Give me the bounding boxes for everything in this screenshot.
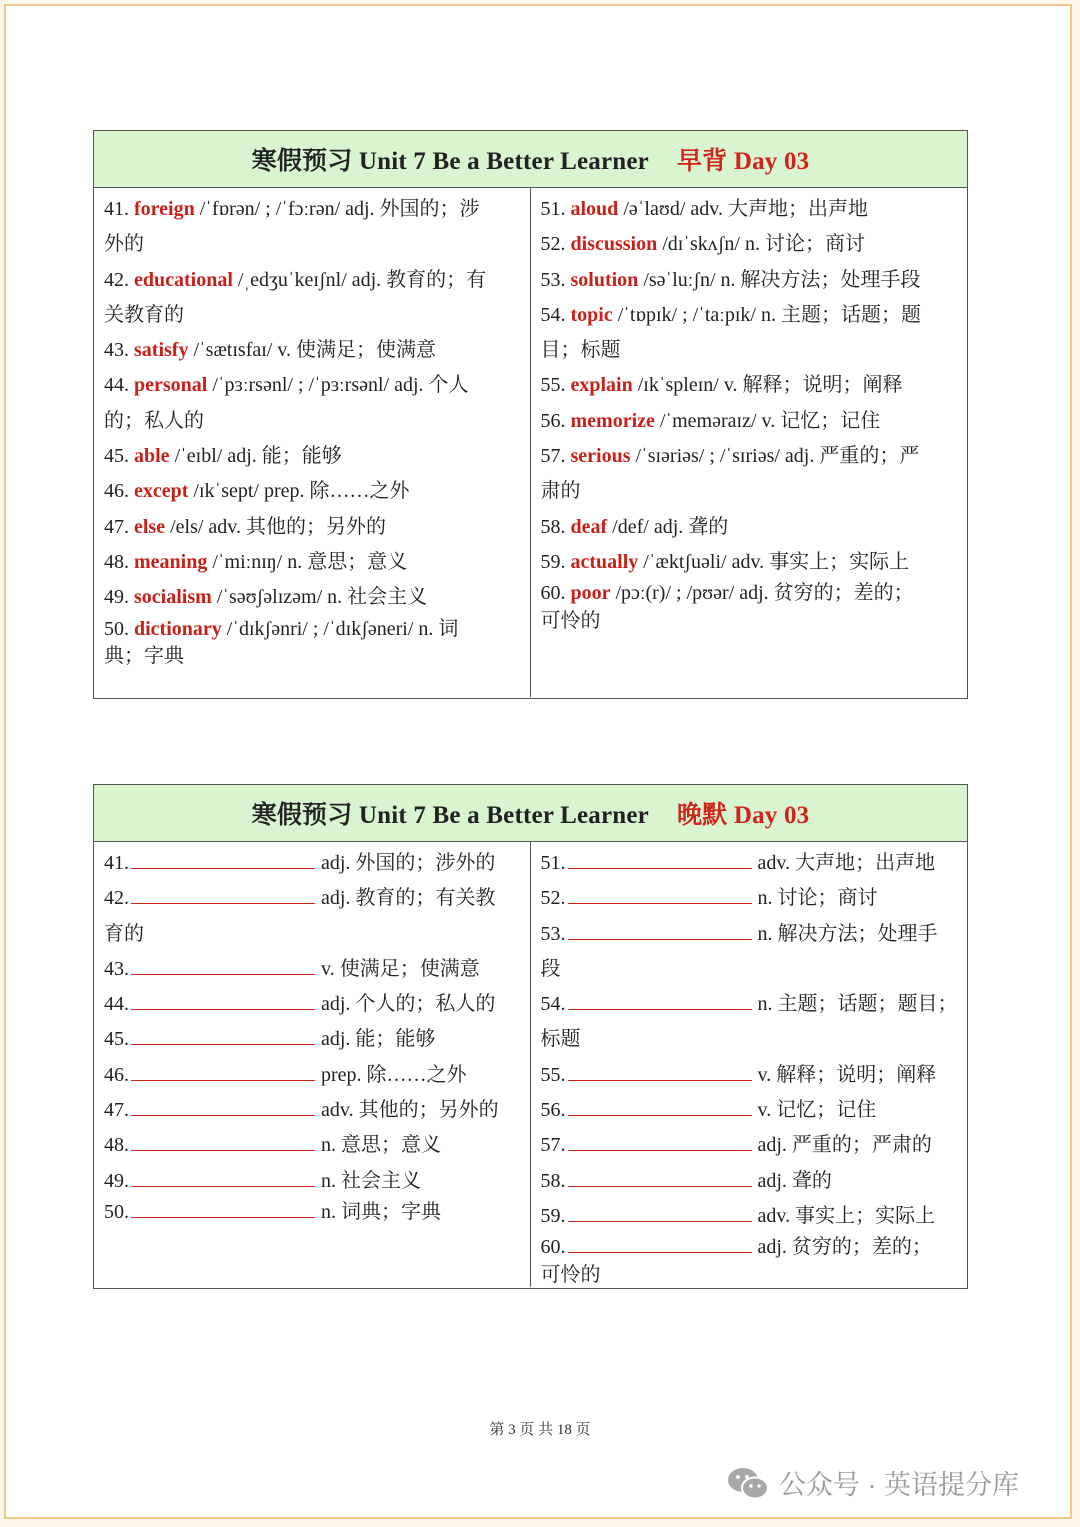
entry-number: 43. (104, 339, 129, 362)
entry-definition: /els/ adv. 其他的；另外的 (165, 515, 387, 538)
vocab-entry (541, 227, 958, 262)
vocab-entry (104, 263, 520, 298)
answer-blank[interactable] (131, 885, 315, 904)
entry-definition: /ˈsɪəriəs/ ; /ˈsɪriəs/ adj. 严重的；严 (630, 445, 920, 468)
vocab-word: personal (134, 374, 208, 397)
vocab-entry (541, 298, 958, 333)
vocab-entry (104, 192, 520, 227)
entry-number: 53. (540, 922, 566, 945)
dictation-entry (541, 1164, 958, 1199)
answer-blank[interactable] (568, 885, 752, 904)
vocab-word: topic (570, 303, 613, 326)
entry-definition: n. 社会主义 (321, 1169, 421, 1192)
entry-number: 49. (104, 586, 129, 609)
evening-header (94, 785, 967, 842)
evening-tag: 晚默 Day 03 (676, 802, 810, 829)
vocab-word: meaning (134, 550, 208, 573)
entry-definition: /ˈsætɪsfaɪ/ v. 使满足；使满意 (188, 339, 437, 362)
entry-number: 52. (540, 887, 566, 910)
entry-number: 43. (104, 957, 129, 980)
entry-number: 55. (540, 1063, 566, 1086)
entry-number: 53. (540, 268, 566, 291)
entry-definition: v. 记忆；记住 (757, 1099, 877, 1122)
vocab-word: poor (570, 582, 611, 605)
entry-definition: /ɪkˈsept/ prep. 除……之外 (188, 480, 410, 503)
vocab-entry (104, 510, 520, 545)
vocab-word: able (134, 445, 170, 468)
vocab-word: solution (570, 268, 639, 291)
vocab-word: satisfy (134, 339, 189, 362)
entry-continuation: 关教育的 (104, 303, 184, 326)
entry-continuation: 典；字典 (104, 645, 184, 668)
entry-definition: v. 使满足；使满意 (321, 957, 480, 980)
dictation-entry (541, 846, 958, 881)
answer-blank[interactable] (131, 1168, 315, 1187)
page-number: 第 3 页 共 18 页 (489, 1422, 591, 1438)
entry-number: 54. (540, 303, 566, 326)
entry-definition: /ˈtɒpɪk/ ; /ˈtaːpɪk/ n. 主题；话题；题 (612, 303, 921, 326)
entry-definition: /ɪkˈspleɪn/ v. 解释；说明；阐释 (632, 374, 903, 397)
entry-number: 59. (540, 550, 566, 573)
entry-continuation: 可怜的 (540, 1263, 601, 1286)
entry-definition: /ˈmeməraɪz/ v. 记忆；记住 (654, 409, 881, 432)
entry-continuation: 育的 (104, 922, 144, 945)
dictation-entry (104, 987, 520, 1022)
entry-definition: adv. 事实上；实际上 (757, 1204, 936, 1227)
entry-definition: /ˌedʒuˈkeɪʃnl/ adj. 教育的；有 (232, 268, 487, 291)
entry-continuation: 目；标题 (540, 339, 621, 362)
vocab-word: explain (570, 374, 633, 397)
entry-number: 49. (104, 1169, 129, 1192)
entry-definition: /ˈfɒrən/ ; /ˈfɔːrən/ adj. 外国的；涉 (194, 198, 480, 220)
entry-number: 59. (540, 1204, 566, 1227)
answer-blank[interactable] (131, 1199, 315, 1218)
entry-number: 56. (540, 409, 566, 432)
entry-number: 54. (540, 993, 566, 1016)
entry-definition: n. 主题；话题；题目； (757, 993, 958, 1016)
watermark (725, 1463, 1019, 1502)
answer-blank[interactable] (131, 991, 315, 1010)
entry-continuation: 的；私人的 (104, 409, 204, 432)
entry-number: 42. (104, 887, 129, 910)
entry-number: 51. (540, 852, 566, 874)
entry-definition: prep. 除……之外 (321, 1063, 467, 1086)
morning-vocab-table (93, 130, 968, 699)
vocab-word: else (134, 515, 166, 538)
vocab-entry (541, 404, 958, 439)
vocab-word: actually (570, 550, 639, 573)
morning-left-column (94, 188, 531, 697)
dictation-entry (541, 1093, 958, 1128)
answer-blank[interactable] (568, 850, 752, 869)
evening-right-column (531, 842, 968, 1287)
vocab-entry (541, 439, 958, 474)
entry-definition: /əˈlaʊd/ adv. 大声地；出声地 (618, 198, 868, 220)
entry-definition: n. 讨论；商讨 (757, 887, 878, 910)
dictation-entry (541, 987, 958, 1022)
answer-blank[interactable] (568, 921, 752, 940)
vocab-entry (541, 580, 958, 608)
answer-blank[interactable] (131, 956, 315, 975)
answer-blank[interactable] (568, 991, 752, 1010)
morning-title: 寒假预习 Unit 7 Be a Better Learner (251, 148, 649, 175)
vocab-entry (541, 545, 958, 580)
entry-number: 60. (540, 1236, 566, 1259)
wechat-icon (725, 1465, 771, 1501)
entry-number: 50. (104, 1200, 129, 1223)
entry-definition: adj. 聋的 (757, 1169, 832, 1192)
entry-definition: /ˈdɪkʃənri/ ; /ˈdɪkʃəneri/ n. 词 (221, 617, 459, 640)
vocab-entry (104, 439, 520, 474)
entry-number: 44. (104, 374, 129, 397)
dictation-entry (541, 1058, 958, 1093)
vocab-word: discussion (570, 233, 658, 256)
dictation-entry (104, 1199, 520, 1227)
entry-definition: adv. 其他的；另外的 (321, 1099, 499, 1122)
entry-definition: adj. 个人的；私人的 (321, 993, 496, 1016)
entry-number: 56. (540, 1099, 566, 1122)
entry-continuation: 可怜的 (540, 609, 601, 632)
answer-blank[interactable] (568, 1168, 752, 1187)
vocab-word: educational (134, 268, 233, 291)
answer-blank[interactable] (131, 1026, 315, 1045)
morning-tag: 早背 Day 03 (676, 148, 810, 175)
entry-number: 47. (104, 515, 129, 538)
entry-number: 57. (540, 1134, 566, 1157)
answer-blank[interactable] (568, 1132, 752, 1151)
entry-definition: /ˈæktʃuəli/ adv. 事实上；实际上 (638, 550, 910, 573)
watermark-text: 公众号 · 英语提分库 (779, 1470, 1019, 1500)
evening-title: 寒假预习 Unit 7 Be a Better Learner (251, 802, 649, 829)
entry-number: 58. (540, 515, 566, 538)
evening-dictation-table (93, 784, 968, 1289)
answer-blank[interactable] (131, 1132, 315, 1151)
vocab-entry (104, 545, 520, 580)
morning-right-column (531, 188, 968, 697)
entry-definition: adj. 外国的；涉外的 (321, 852, 496, 874)
dictation-entry (104, 1022, 520, 1057)
entry-continuation: 肃的 (540, 480, 581, 503)
answer-blank[interactable] (131, 1097, 315, 1116)
dictation-entry (541, 1199, 958, 1234)
entry-number: 48. (104, 550, 129, 573)
entry-continuation: 外的 (104, 233, 144, 256)
vocab-entry (541, 368, 958, 403)
entry-definition: v. 解释；说明；阐释 (757, 1063, 937, 1086)
entry-definition: n. 词典；字典 (321, 1200, 441, 1223)
vocab-entry (104, 616, 520, 644)
dictation-entry (541, 881, 958, 916)
answer-blank[interactable] (568, 1097, 752, 1116)
answer-blank[interactable] (131, 1062, 315, 1081)
entry-continuation: 段 (540, 957, 561, 980)
vocab-entry (104, 368, 520, 403)
entry-number: 47. (104, 1099, 129, 1122)
entry-number: 48. (104, 1134, 129, 1157)
entry-definition: /ˈmiːnɪŋ/ n. 意思；意义 (207, 550, 408, 573)
vocab-word: memorize (570, 409, 655, 432)
entry-definition: adj. 严重的；严肃的 (757, 1134, 932, 1157)
dictation-entry (104, 846, 520, 881)
vocab-word: socialism (134, 586, 212, 609)
vocab-word: serious (570, 445, 631, 468)
dictation-entry (541, 1128, 958, 1163)
vocab-word: aloud (570, 198, 619, 220)
entry-definition: n. 意思；意义 (321, 1134, 441, 1157)
entry-definition: adj. 能；能够 (321, 1028, 436, 1051)
vocab-word: dictionary (134, 617, 222, 640)
vocab-word: except (134, 480, 189, 503)
entry-number: 60. (540, 582, 566, 605)
vocab-entry (104, 474, 520, 509)
entry-number: 41. (104, 852, 129, 874)
vocab-word: deaf (570, 515, 608, 538)
entry-definition: /səˈluːʃn/ n. 解决方法；处理手段 (638, 268, 921, 291)
answer-blank[interactable] (568, 1062, 752, 1081)
dictation-entry (541, 917, 958, 952)
dictation-entry (104, 1128, 520, 1163)
entry-definition: /def/ adj. 聋的 (607, 515, 729, 538)
dictation-entry (104, 1164, 520, 1199)
entry-number: 57. (540, 445, 566, 468)
entry-number: 50. (104, 617, 129, 640)
dictation-entry (104, 1093, 520, 1128)
entry-definition: /ˈsəʊʃəlɪzəm/ n. 社会主义 (211, 586, 428, 609)
entry-definition: /pɔː(r)/ ; /pʊər/ adj. 贫穷的；差的； (610, 582, 914, 605)
entry-number: 46. (104, 480, 129, 503)
morning-header (94, 131, 967, 188)
answer-blank[interactable] (568, 1203, 752, 1222)
entry-number: 58. (540, 1169, 566, 1192)
evening-left-column (94, 842, 531, 1287)
answer-blank[interactable] (131, 850, 315, 869)
entry-number: 45. (104, 1028, 129, 1051)
entry-definition: /ˈpɜːrsənl/ ; /ˈpɜːrsənl/ adj. 个人 (207, 374, 469, 397)
dictation-entry (104, 881, 520, 916)
entry-number: 44. (104, 993, 129, 1016)
entry-number: 46. (104, 1063, 129, 1086)
vocab-entry (541, 192, 958, 227)
entry-definition: n. 解决方法；处理手 (757, 922, 938, 945)
dictation-entry (541, 1234, 958, 1262)
vocab-entry (104, 333, 520, 368)
entry-definition: /ˈeɪbl/ adj. 能；能够 (169, 445, 342, 468)
entry-definition: adv. 大声地；出声地 (757, 852, 936, 874)
entry-number: 55. (540, 374, 566, 397)
entry-number: 52. (540, 233, 566, 256)
dictation-entry (104, 1058, 520, 1093)
entry-number: 45. (104, 445, 129, 468)
vocab-entry (104, 580, 520, 615)
vocab-word: foreign (134, 198, 195, 220)
answer-blank[interactable] (568, 1234, 752, 1253)
dictation-entry (104, 952, 520, 987)
entry-number: 41. (104, 198, 129, 220)
entry-definition: adj. 贫穷的；差的； (757, 1236, 932, 1259)
entry-definition: adj. 教育的；有关教 (321, 887, 496, 910)
vocab-entry (541, 510, 958, 545)
entry-definition: /dɪˈskʌʃn/ n. 讨论；商讨 (657, 233, 865, 256)
entry-number: 51. (540, 198, 566, 220)
vocab-entry (541, 263, 958, 298)
entry-continuation: 标题 (540, 1028, 581, 1051)
entry-number: 42. (104, 268, 129, 291)
